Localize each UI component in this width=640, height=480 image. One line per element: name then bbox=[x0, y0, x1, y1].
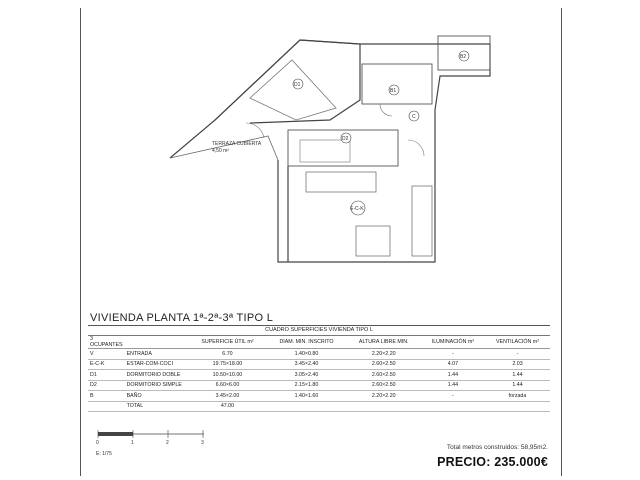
table-cell: 47.00 bbox=[189, 401, 267, 412]
table-cell: 2.20×2.20 bbox=[347, 349, 421, 360]
room-label-eck: E-C-K bbox=[350, 206, 364, 212]
page-title: VIVIENDA PLANTA 1ª-2ª-3ª TIPO L bbox=[90, 312, 274, 324]
table-cell: 1.44 bbox=[485, 380, 550, 391]
table-cell: 2.60×2.50 bbox=[347, 359, 421, 370]
table-cell: DORMITORIO SIMPLE bbox=[125, 380, 189, 391]
table-cell: E-C-K bbox=[88, 359, 125, 370]
scale-tick-label: 1 bbox=[131, 440, 134, 446]
table-row bbox=[88, 370, 550, 381]
table-cell: ENTRADA bbox=[125, 349, 189, 360]
plan-kitchen-counter bbox=[412, 186, 432, 256]
table-cell: forzada bbox=[485, 391, 550, 402]
table-cell: 19.75×18.00 bbox=[189, 359, 267, 370]
table-header: ALTURA LIBRE MIN. bbox=[347, 336, 421, 349]
plan-door-b1 bbox=[380, 104, 392, 116]
scale-tick-label: 2 bbox=[166, 440, 169, 446]
table-cell: 6.60×6.00 bbox=[189, 380, 267, 391]
plan-bed-d2 bbox=[300, 140, 350, 162]
table-cell: - bbox=[421, 349, 485, 360]
room-label-c: C bbox=[412, 114, 416, 120]
table-header-row bbox=[88, 336, 550, 349]
price-label: PRECIO: 235.000€ bbox=[437, 455, 548, 469]
table-cell: 3.05×2.40 bbox=[266, 370, 346, 381]
table-cell bbox=[88, 401, 125, 412]
table-header bbox=[125, 336, 189, 349]
table-header: VENTILACIÓN m² bbox=[485, 336, 550, 349]
table-cell: 4.07 bbox=[421, 359, 485, 370]
terrace-area: 4,50 m² bbox=[212, 148, 229, 154]
plan-door-d1 bbox=[246, 123, 264, 138]
table-cell: 3.45×2.00 bbox=[189, 391, 267, 402]
table-cell: BAÑO bbox=[125, 391, 189, 402]
table-header: SUPERFICIE ÚTIL m² bbox=[189, 336, 267, 349]
table-cell: 1.44 bbox=[421, 370, 485, 381]
table-row bbox=[88, 380, 550, 391]
areas-table-container bbox=[88, 325, 550, 412]
scale-ratio: E: 1/75 bbox=[96, 451, 112, 457]
scale-bar bbox=[96, 428, 206, 458]
table-cell: 1.40×1.60 bbox=[266, 391, 346, 402]
table-header: 3 OCUPANTES bbox=[90, 336, 123, 348]
table-cell: 1.44 bbox=[485, 370, 550, 381]
room-label-b2: B2 bbox=[460, 54, 467, 60]
total-built-area: Total metros construidos: 58,95m2. bbox=[446, 444, 548, 451]
table-cell: - bbox=[421, 391, 485, 402]
table-cell: 2.60×2.50 bbox=[347, 380, 421, 391]
table-header: DIAM. MIN. INSCRITO bbox=[266, 336, 346, 349]
table-cell bbox=[347, 401, 421, 412]
areas-table-caption: CUADRO SUPERFICIES VIVIENDA TIPO L bbox=[88, 326, 550, 336]
table-cell bbox=[421, 401, 485, 412]
plan-door-entry bbox=[408, 140, 424, 156]
table-cell: 2.20×2.20 bbox=[347, 391, 421, 402]
table-row bbox=[88, 359, 550, 370]
table-header: ILUMINACIÓN m² bbox=[421, 336, 485, 349]
table-row bbox=[88, 349, 550, 360]
table-cell: 2.60×2.50 bbox=[347, 370, 421, 381]
table-cell: - bbox=[485, 349, 550, 360]
plan-dining-table bbox=[356, 226, 390, 256]
plan-bed-d1 bbox=[250, 60, 336, 120]
table-cell: V bbox=[88, 349, 125, 360]
areas-table bbox=[88, 336, 550, 412]
table-cell: TOTAL bbox=[125, 401, 189, 412]
table-cell: 1.44 bbox=[421, 380, 485, 391]
plan-sofa bbox=[306, 172, 376, 192]
room-label-b1: B1 bbox=[390, 88, 397, 94]
table-cell: 2.03 bbox=[485, 359, 550, 370]
table-cell: 6.70 bbox=[189, 349, 267, 360]
table-cell: DORMITORIO DOBLE bbox=[125, 370, 189, 381]
table-cell: 1.40×0.80 bbox=[266, 349, 346, 360]
table-cell: ESTAR-COM-COCI bbox=[125, 359, 189, 370]
table-cell: 2.15×1.80 bbox=[266, 380, 346, 391]
scale-tick-label: 0 bbox=[96, 440, 99, 446]
room-label-d1: D1 bbox=[294, 82, 301, 88]
table-cell: D1 bbox=[88, 370, 125, 381]
table-cell: D2 bbox=[88, 380, 125, 391]
room-label-d2: D2 bbox=[342, 136, 349, 142]
plan-wall-d1 bbox=[215, 40, 360, 123]
table-row bbox=[88, 401, 550, 412]
plan-bath-b1 bbox=[362, 64, 432, 104]
table-row bbox=[88, 391, 550, 402]
table-cell: 10.50×10.00 bbox=[189, 370, 267, 381]
terrace-label: TERRAZA CUBIERTA bbox=[212, 141, 262, 147]
table-cell bbox=[266, 401, 346, 412]
scale-tick-label: 3 bbox=[201, 440, 204, 446]
table-cell bbox=[485, 401, 550, 412]
table-cell: B bbox=[88, 391, 125, 402]
table-cell: 3.45×2.40 bbox=[266, 359, 346, 370]
